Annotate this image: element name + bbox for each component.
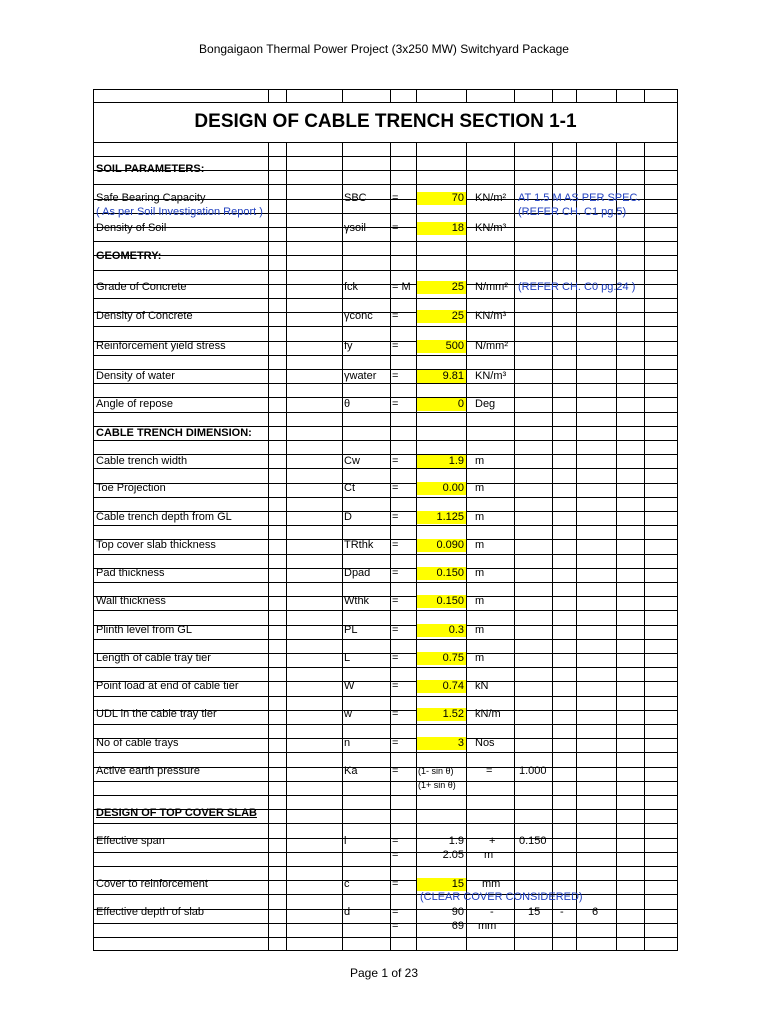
row-label: Top cover slab thickness [96, 539, 216, 551]
grid-row-line [94, 639, 677, 640]
grid-row-line [94, 241, 677, 242]
input-value-cell[interactable]: 18 [417, 222, 466, 235]
row-equals: = [392, 222, 399, 234]
grid-row-line [94, 568, 677, 569]
row-equals: = [392, 680, 399, 692]
active-pressure-denominator: (1+ sin θ) [418, 780, 456, 790]
cover-input-cell[interactable]: 15 [417, 878, 466, 891]
grid-row-line [94, 355, 677, 356]
row-symbol: Wthk [344, 595, 370, 607]
effective-span-value-1: 1.9 [448, 835, 464, 847]
row-label: Angle of repose [96, 398, 174, 410]
grid-row-line [94, 397, 677, 398]
grid-row-line [94, 724, 677, 725]
row-equals: = [392, 455, 399, 467]
grid-row-line [94, 326, 677, 327]
active-pressure-equals-2: = [486, 765, 493, 777]
row-equals: = [392, 708, 399, 720]
row-note: AT 1.5 M AS PER SPEC. [518, 192, 641, 204]
grid-row-line [94, 866, 677, 867]
grid-row-line [94, 937, 677, 938]
effective-span-plus: + [489, 835, 496, 847]
row-symbol: n [344, 737, 351, 749]
row-symbol: W [344, 680, 355, 692]
grid-column-line [390, 89, 391, 102]
row-equals: = [392, 310, 399, 322]
active-pressure-equals: = [392, 765, 399, 777]
row-unit: N/mm² [475, 340, 508, 352]
grid-row-line [94, 383, 677, 384]
grid-column-line [644, 142, 645, 950]
grid-row-line [94, 823, 677, 824]
row-label: Plinth level from GL [96, 624, 192, 636]
page-header: Bongaigaon Thermal Power Project (3x250 MW) Switchyard Package [199, 42, 569, 56]
cover-equals: = [392, 878, 399, 890]
input-value-cell[interactable]: 1.125 [417, 511, 466, 524]
input-value-cell[interactable]: 0.150 [417, 595, 466, 608]
active-pressure-value: 1.000 [519, 765, 547, 777]
grid-column-line [466, 142, 467, 950]
row-label: Wall thickness [96, 595, 166, 607]
grid-column-line [268, 89, 269, 102]
input-value-cell[interactable]: 9.81 [417, 370, 466, 383]
row-unit: m [475, 539, 485, 551]
grid-row-line [94, 440, 677, 441]
effective-span-result: 2.05 [442, 849, 464, 861]
grid-row-line [94, 852, 677, 853]
grid-row-line [94, 298, 677, 299]
grid-row-line [94, 525, 677, 526]
input-value-cell[interactable]: 0.090 [417, 539, 466, 552]
grid-row-line [94, 102, 677, 103]
row-unit: m [475, 595, 485, 607]
grid-row-line [94, 894, 677, 895]
row-equals: = [392, 737, 399, 749]
active-pressure-label: Active earth pressure [96, 765, 200, 777]
section-heading-top-cover-slab: DESIGN OF TOP COVER SLAB [96, 807, 257, 819]
row-unit: kN [475, 680, 489, 692]
input-value-cell[interactable]: 0.74 [417, 680, 466, 693]
spreadsheet-sheet [93, 89, 678, 951]
row-symbol: Ct [344, 482, 355, 494]
effective-depth-minus-2: - [560, 906, 564, 918]
effective-depth-equals-2: = [392, 920, 399, 932]
grid-column-line [576, 142, 577, 950]
row-note: (REFER CH. C1 pg.5) [518, 206, 627, 218]
effective-depth-unit: mm [478, 920, 497, 932]
row-symbol: fck [344, 281, 359, 293]
input-value-cell[interactable]: 500 [417, 340, 466, 353]
grid-column-line [342, 89, 343, 102]
grid-row-line [94, 468, 677, 469]
grid-row-line [94, 923, 677, 924]
effective-depth-equals: = [392, 906, 399, 918]
row-label: Length of cable tray tier [96, 652, 211, 664]
row-label: Toe Projection [96, 482, 166, 494]
row-symbol: fy [344, 340, 353, 352]
section-heading-geometry: GEOMETRY: [96, 250, 162, 262]
row-unit: Nos [475, 737, 495, 749]
grid-row-line [94, 795, 677, 796]
grid-row-line [94, 227, 677, 228]
grid-row-line [94, 184, 677, 185]
grid-column-line [286, 89, 287, 102]
row-unit: KN/m² [475, 192, 507, 204]
grid-column-line [552, 142, 553, 950]
section-heading-dimension: CABLE TRENCH DIMENSION: [96, 427, 252, 439]
effective-depth-value-1: 90 [451, 906, 464, 918]
grid-column-line [576, 89, 577, 102]
row-label: Pad thickness [96, 567, 165, 579]
grid-row-line [94, 838, 677, 839]
grid-column-line [268, 142, 269, 950]
row-unit: m [475, 511, 485, 523]
row-unit: kN/m [475, 708, 501, 720]
grid-column-line [514, 89, 515, 102]
grid-column-line [644, 89, 645, 102]
row-equals: = [392, 398, 399, 410]
input-value-cell[interactable]: 1.52 [417, 708, 466, 721]
input-value-cell[interactable]: 1.9 [417, 455, 466, 468]
effective-span-symbol: l [344, 835, 347, 847]
row-equals: = [392, 511, 399, 523]
grid-row-line [94, 142, 677, 143]
grid-row-line [94, 89, 677, 90]
grid-column-line [466, 89, 467, 102]
row-label: Point load at end of cable tier [96, 680, 239, 692]
row-equals: = [392, 192, 399, 204]
row-unit: Deg [475, 398, 496, 410]
effective-depth-symbol: d [344, 906, 351, 918]
grid-row-line [94, 412, 677, 413]
row-symbol: Dpad [344, 567, 371, 579]
input-value-cell[interactable]: 25 [417, 310, 466, 323]
active-pressure-symbol: Ka [344, 765, 358, 777]
grid-column-line [286, 142, 287, 950]
row-equals: = [392, 340, 399, 352]
cover-unit: mm [482, 878, 501, 890]
grid-row-line [94, 752, 677, 753]
input-value-cell[interactable]: 0.00 [417, 482, 466, 495]
effective-span-value-2: 0.150 [519, 835, 547, 847]
input-value-cell[interactable]: 70 [417, 192, 466, 205]
grid-row-line [94, 270, 677, 271]
row-symbol: Cw [344, 455, 360, 467]
row-label: Reinforcement yield stress [96, 340, 226, 352]
grid-row-line [94, 738, 677, 739]
grid-row-line [94, 781, 677, 782]
grid-column-line [390, 142, 391, 950]
row-equals: = [392, 652, 399, 664]
cover-note: (CLEAR COVER CONSIDERED) [420, 891, 583, 903]
row-label: Density of water [96, 370, 175, 382]
cover-symbol: c [344, 878, 350, 890]
grid-row-line [94, 582, 677, 583]
row-label: Density of Soil [96, 222, 167, 234]
row-label: Safe Bearing Capacity [96, 192, 206, 204]
grid-row-line [94, 255, 677, 256]
grid-row-line [94, 483, 677, 484]
grid-row-line [94, 369, 677, 370]
row-label: Cable trench depth from GL [96, 511, 232, 523]
effective-depth-value-3: 6 [592, 906, 599, 918]
grid-row-line [94, 696, 677, 697]
input-value-cell[interactable]: 0.3 [417, 624, 466, 637]
cover-label: Cover to reinforcement [96, 878, 208, 890]
input-value-cell[interactable]: 3 [417, 737, 466, 750]
row-equals: = [392, 567, 399, 579]
effective-span-label: Effective span [96, 835, 165, 847]
row-label: No of cable trays [96, 737, 179, 749]
effective-depth-result: 69 [451, 920, 464, 932]
effective-span-equals: = [392, 835, 399, 847]
row-equals: = [392, 482, 399, 494]
row-equals: = [392, 539, 399, 551]
row-equals: = [392, 595, 399, 607]
row-unit: m [475, 624, 485, 636]
input-value-cell[interactable]: 0.150 [417, 567, 466, 580]
grid-column-line [514, 142, 515, 950]
input-value-cell[interactable]: 25 [417, 281, 466, 294]
row-symbol: PL [344, 624, 358, 636]
row-label: Density of Concrete [96, 310, 193, 322]
effective-depth-label: Effective depth of slab [96, 906, 205, 918]
row-label: Grade of Concrete [96, 281, 187, 293]
grid-row-line [94, 156, 677, 157]
row-equals: = [392, 624, 399, 636]
row-unit: KN/m³ [475, 370, 507, 382]
row-symbol: w [344, 708, 352, 720]
effective-depth-minus-1: - [490, 906, 494, 918]
grid-column-line [616, 89, 617, 102]
row-unit: m [475, 567, 485, 579]
grid-column-line [342, 142, 343, 950]
grid-row-line [94, 497, 677, 498]
grid-column-line [416, 89, 417, 102]
row-symbol: γwater [344, 370, 377, 382]
grid-row-line [94, 596, 677, 597]
grid-row-line [94, 667, 677, 668]
effective-span-equals-2: = [392, 849, 399, 861]
page-footer: Page 1 of 23 [349, 966, 419, 980]
row-label: Cable trench width [96, 455, 188, 467]
row-unit: m [475, 652, 485, 664]
grid-column-line [552, 89, 553, 102]
sheet-title: DESIGN OF CABLE TRENCH SECTION 1-1 [194, 111, 577, 132]
row-symbol: γsoil [344, 222, 367, 234]
row-unit: m [475, 455, 485, 467]
row-symbol: TRthk [344, 539, 374, 551]
row-unit: KN/m³ [475, 222, 507, 234]
grid-row-line [94, 554, 677, 555]
grid-column-line [616, 142, 617, 950]
row-symbol: γconc [344, 310, 373, 322]
effective-span-unit: m [484, 849, 494, 861]
row-unit: m [475, 482, 485, 494]
row-symbol: D [344, 511, 352, 523]
input-value-cell[interactable]: 0.75 [417, 652, 466, 665]
row-unit: KN/m³ [475, 310, 507, 322]
row-symbol: L [344, 652, 351, 664]
row-equals: = M [392, 281, 411, 293]
row-label: UDL in the cable tray tier [96, 708, 217, 720]
input-value-cell[interactable]: 0 [417, 398, 466, 411]
active-pressure-numerator: (1- sin θ) [418, 766, 454, 776]
row-symbol: SBC [344, 192, 367, 204]
grid-row-line [94, 610, 677, 611]
row-label: ( As per Soil Investigation Report ) [96, 206, 263, 218]
row-symbol: θ [344, 398, 351, 410]
section-heading-soil: SOIL PARAMETERS: [96, 163, 205, 175]
row-unit: N/mm² [475, 281, 508, 293]
row-note: (REFER CH. C0 pg.24 ) [518, 281, 636, 293]
effective-depth-value-2: 15 [528, 906, 541, 918]
row-equals: = [392, 370, 399, 382]
